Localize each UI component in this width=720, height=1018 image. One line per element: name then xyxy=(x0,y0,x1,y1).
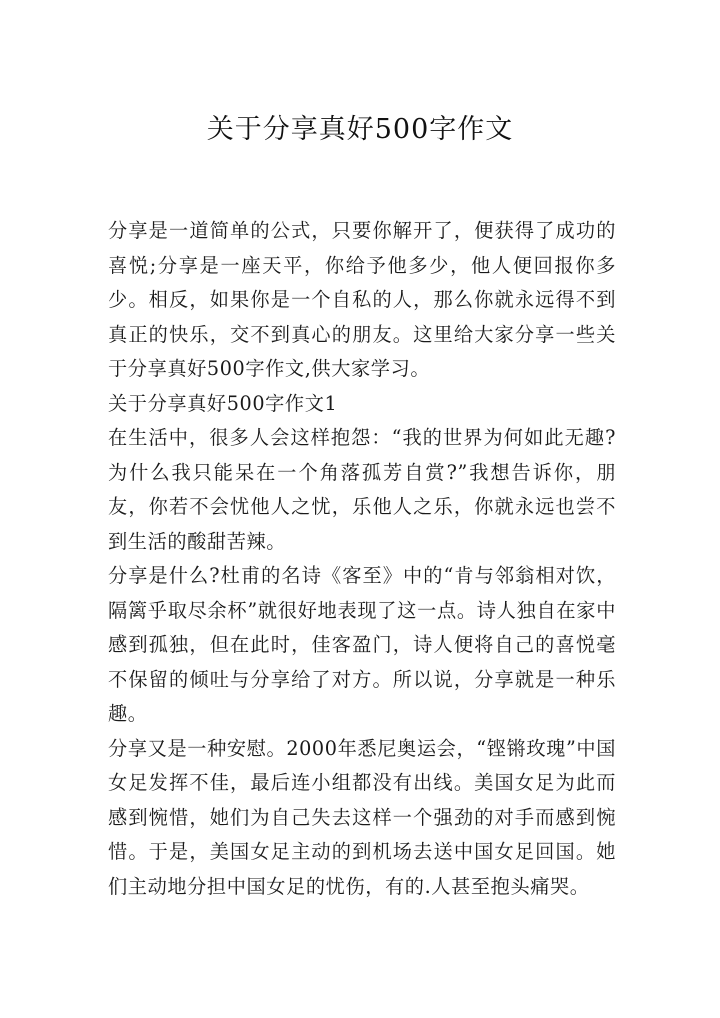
body-paragraph: 分享又是一种安慰。2000年悉尼奥运会，“铿锵玫瑰”中国女足发挥不佳，最后连小组都没有出线。美国女足为此而感到惋惜，她们为自己失去这样一个强劲的对手而感到惋惜。于是，美国女足主动的到机场去送中国女足回国。她们主动地分担中国女足的忧伤，有的.人甚至抱头痛哭。 xyxy=(108,736,616,898)
body-paragraph: 在生活中，很多人会这样抱怨：“我的世界为何如此无趣?为什么我只能呆在一个角落孤芳自赏?”我想告诉你，朋友，你若不会忧他人之忧，乐他人之乐，你就永远也尝不到生活的酸甜苦辣。 xyxy=(108,426,616,553)
body-paragraph: 分享是什么?杜甫的名诗《客至》中的“肯与邻翁相对饮，隔篱乎取尽余杯”就很好地表现了这一点。诗人独自在家中感到孤独，但在此时，佳客盈门，诗人便将自己的喜悦毫不保留的倾吐与分享给了对方。所以说，分享就是一种乐趣。 xyxy=(108,564,616,725)
document-body xyxy=(108,214,616,904)
intro-paragraph: 分享是一道简单的公式，只要你解开了，便获得了成功的喜悦;分享是一座天平，你给予他多少，他人便回报你多少。相反，如果你是一个自私的人，那么你就永远得不到真正的快乐，交不到真心的朋友。这里给大家分享一些关于分享真好500字作文,供大家学习。 xyxy=(108,219,616,380)
section-heading: 关于分享真好500字作文1 xyxy=(108,391,338,415)
document-title: 关于分享真好500字作文 xyxy=(206,114,514,145)
